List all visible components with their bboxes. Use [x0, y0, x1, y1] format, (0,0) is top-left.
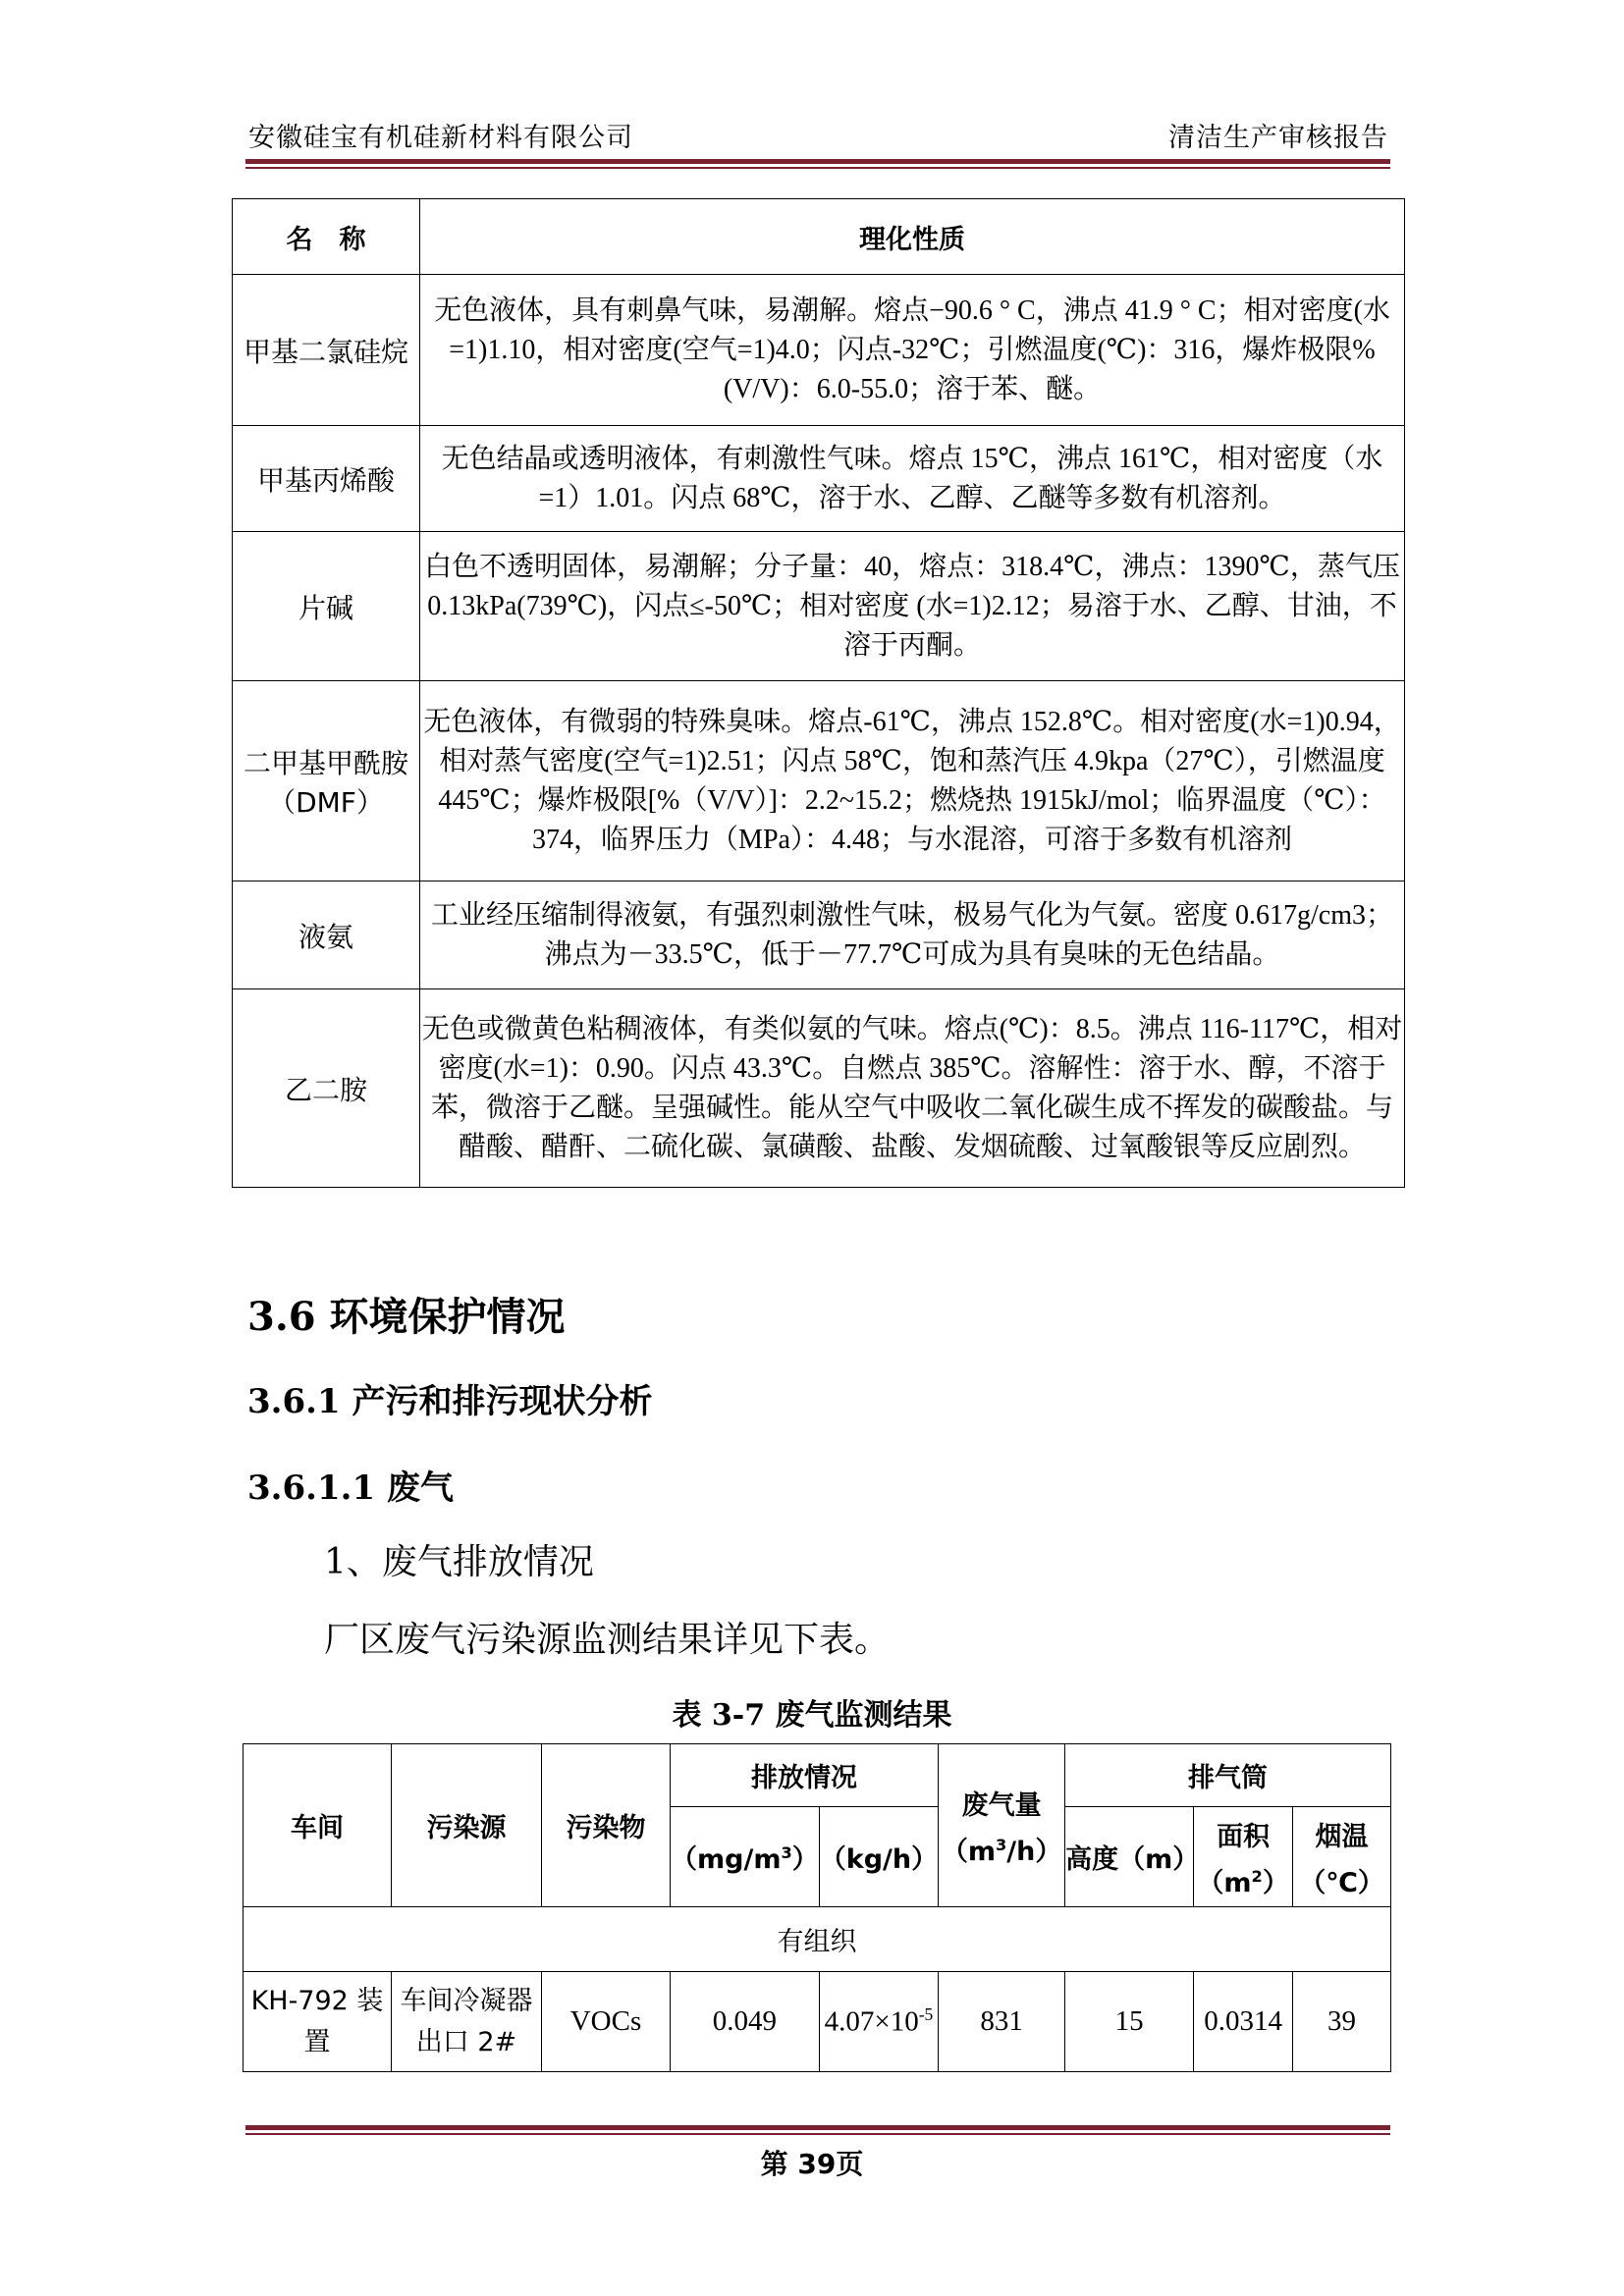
company-name: 安徽硅宝有机硅新材料有限公司 [248, 123, 633, 153]
paragraph: 1、废气排放情况 [324, 1542, 594, 1582]
cell-source: 车间冷凝器出口 2# [392, 1972, 542, 2072]
row-name: 乙二胺 [233, 989, 420, 1188]
report-title: 清洁生产审核报告 [1168, 123, 1388, 153]
page-number: 第 39页 [760, 2148, 864, 2180]
header-kg: （kg/h） [819, 1807, 938, 1907]
mg-b: ） [791, 1844, 819, 1875]
header-area [1194, 1807, 1293, 1907]
mg-a: （mg/m [671, 1844, 782, 1875]
flow-unit [939, 1830, 1064, 1868]
header-emission: 排放情况 [671, 1744, 939, 1807]
row-name: 甲基丙烯酸 [233, 426, 420, 532]
area-unit [1194, 1861, 1292, 1899]
row-name: 液氨 [233, 881, 420, 989]
table-caption: 表 3-7 废气监测结果 [672, 1698, 952, 1733]
header-flow [939, 1744, 1065, 1907]
header-height: 高度（m） [1065, 1807, 1194, 1907]
row-name: 甲基二氯硅烷 [233, 275, 420, 426]
mg-sup: 3 [781, 1843, 792, 1862]
flow-label: 废气量 [961, 1789, 1042, 1821]
header-mg [671, 1807, 820, 1907]
area-unit-a: （m [1197, 1867, 1252, 1898]
footer-rule-thin [245, 2133, 1390, 2135]
row-desc: 无色液体，有微弱的特殊臭味。熔点-61℃，沸点 152.8℃。相对密度(水=1)0.94，相对蒸气密度(空气=1)2.51；闪点 58℃，饱和蒸汽压 4.9kpa（27℃），引燃温度 445℃；爆炸极限[%（V/V）]：2.2~15.2；燃烧热 1915kJ/mol；临界温度（℃）：374，临界压力（MPa）：4.48；与水混溶，可溶于多数有机溶剂 [420, 681, 1405, 881]
row-desc: 无色液体，具有刺鼻气味，易潮解。熔点−90.6 ° C，沸点 41.9 ° C；相对密度(水=1)1.10，相对密度(空气=1)4.0；闪点-32℃；引燃温度(℃)：316，爆炸极限%(V/V)：6.0-55.0；溶于苯、醚。 [420, 275, 1405, 426]
area-unit-sup: 2 [1251, 1866, 1263, 1886]
cell-height: 15 [1065, 1972, 1194, 2072]
row-name: 片碱 [233, 532, 420, 681]
emission-table [243, 1743, 1391, 2072]
area-label: 面积 [1217, 1821, 1271, 1852]
cell-temp: 39 [1293, 1972, 1391, 2072]
row-desc: 无色或微黄色粘稠液体，有类似氨的气味。熔点(℃)：8.5。沸点 116-117℃，相对密度(水=1)：0.90。闪点 43.3℃。自燃点 385℃。溶解性：溶于水、醇，不溶于苯，微溶于乙醚。呈强碱性。能从空气中吸收二氧化碳生成不挥发的碳酸盐。与醋酸、醋酐、二硫化碳、氯磺酸、盐酸、发烟硫酸、过氧酸银等反应剧烈。 [420, 989, 1405, 1188]
header-stack: 排气筒 [1065, 1744, 1391, 1807]
area-unit-b: ） [1262, 1867, 1289, 1898]
flow-unit-a: （m [941, 1836, 996, 1867]
temp-unit: （℃） [1299, 1867, 1384, 1898]
row-desc: 工业经压缩制得液氨，有强烈刺激性气味，极易气化为气氨。密度 0.617g/cm3；沸点为－33.5℃，低于－77.7℃可成为具有臭味的无色结晶。 [420, 881, 1405, 989]
header-source: 污染源 [392, 1744, 542, 1907]
cell-flow: 831 [939, 1972, 1065, 2072]
flow-unit-b: /h） [1006, 1836, 1062, 1867]
properties-table [232, 198, 1405, 1188]
kg-exp: -5 [918, 2004, 934, 2025]
row-desc: 白色不透明固体，易潮解；分子量：40，熔点：318.4℃，沸点：1390℃，蒸气压 0.13kPa(739℃)，闪点≤-50℃；相对密度 (水=1)2.12；易溶于水、乙醇、甘油，不溶于丙酮。 [420, 532, 1405, 681]
header-workshop: 车间 [244, 1744, 392, 1907]
cell-pollutant: VOCs [542, 1972, 671, 2072]
header-rule-thin [245, 167, 1390, 169]
flow-unit-sup: 3 [996, 1835, 1007, 1854]
section-heading: 3.6 环境保护情况 [247, 1294, 566, 1340]
cell-area: 0.0314 [1194, 1972, 1293, 2072]
cell-mg: 0.049 [671, 1972, 820, 2072]
group-row: 有组织 [244, 1907, 1391, 1972]
kg-base: 4.07×10 [824, 2005, 919, 2038]
footer-rule [245, 2125, 1390, 2130]
row-name: 二甲基甲酰胺（DMF） [233, 681, 420, 881]
subsection-heading: 3.6.1 产污和排污现状分析 [247, 1382, 653, 1421]
cell-kg [819, 1972, 938, 2072]
subsubsection-heading: 3.6.1.1 废气 [247, 1468, 454, 1508]
header-pollutant: 污染物 [542, 1744, 671, 1907]
row-desc: 无色结晶或透明液体，有刺激性气味。熔点 15℃，沸点 161℃，相对密度（水=1）1.01。闪点 68℃，溶于水、乙醇、乙醚等多数有机溶剂。 [420, 426, 1405, 532]
header-rule [245, 159, 1390, 164]
paragraph: 厂区废气污染源监测结果详见下表。 [324, 1620, 891, 1660]
header-name: 名 称 [233, 199, 420, 275]
cell-workshop: KH-792 装置 [244, 1972, 392, 2072]
header-temp [1293, 1807, 1391, 1907]
temp-label: 烟温 [1315, 1821, 1369, 1852]
header-props: 理化性质 [420, 199, 1405, 275]
